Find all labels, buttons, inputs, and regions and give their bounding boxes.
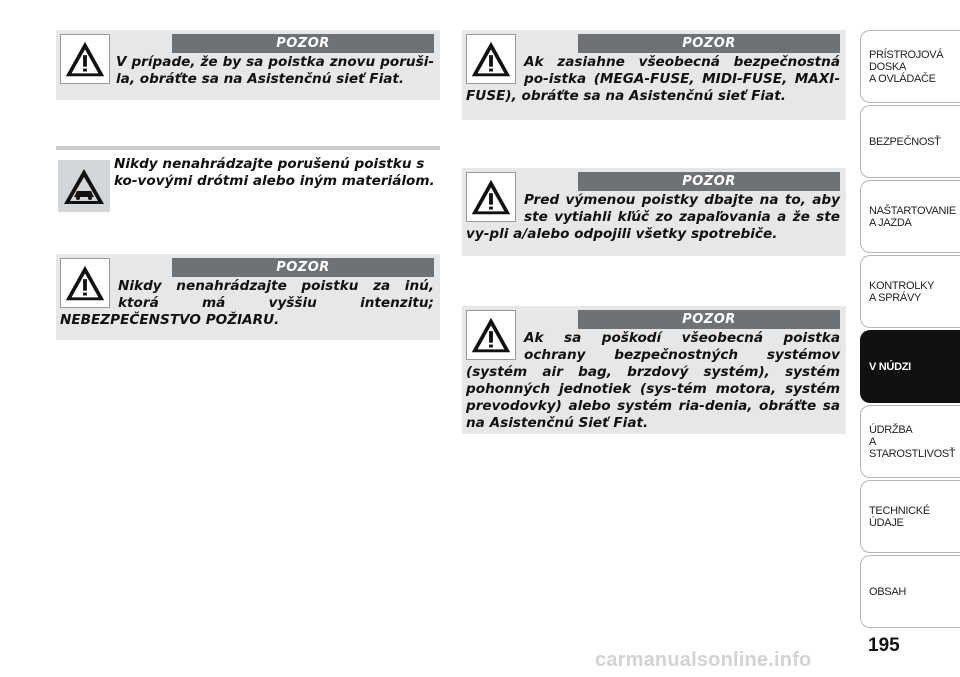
tab-label: OBSAH	[869, 585, 907, 598]
warning-header: POZOR	[578, 34, 840, 53]
warning-text-wrap	[60, 278, 434, 329]
warning-box-4	[462, 168, 846, 256]
warning-text: Ak zasiahne všeobecná bezpečnostná po-istka (MEGA-FUSE, MIDI-FUSE, MAXI-FUSE), obráťte sa na Asistenčnú sieť Fiat.	[466, 54, 840, 104]
page-number: 195	[868, 635, 900, 656]
warning-header: POZOR	[172, 258, 434, 277]
icon-indent	[466, 54, 524, 88]
tab-label: BEZPEČNOSŤ	[869, 135, 941, 148]
warning-header: POZOR	[578, 172, 840, 191]
tab-pristrojova-doska[interactable]	[860, 30, 960, 103]
note-text: Nikdy nenahrádzajte porušenú poistku s ko-vovými drótmi alebo iným materiálom.	[114, 156, 435, 189]
tab-udrzba[interactable]	[860, 405, 960, 478]
tab-label: ÚDRŽBA A STAROSTLIVOSŤ	[869, 423, 956, 460]
warning-box-2	[56, 254, 440, 340]
warning-text: Nikdy nenahrádzajte poistku za inú, ktorá má vyššiu intenzitu; NEBEZPEČENSTVO POŽIARU.	[60, 278, 434, 328]
warning-text: Ak sa poškodí všeobecná poistka ochrany bezpečnostných systémov (systém air bag, brzdový systém), systém pohonných jednotiek (sys-tém motora, systém prevodovky) alebo systém ria-denia, obráťte sa na Asistenčnú Sieť Fiat.	[466, 330, 840, 431]
tab-bezpecnost[interactable]	[860, 105, 960, 178]
warning-box-5	[462, 306, 846, 434]
warning-box-3	[462, 30, 846, 120]
icon-indent	[60, 278, 118, 312]
tab-obsah[interactable]	[860, 555, 960, 628]
tab-label: NAŠTARTOVANIE A JAZDA	[869, 204, 956, 229]
tab-label: KONTROLKY A SPRÁVY	[869, 279, 935, 304]
warning-text-wrap	[466, 330, 840, 432]
warning-text: Pred výmenou poistky dbajte na to, aby ste vytiahli kľúč zo zapaľovania a že ste vy-pli a/alebo odpojili všetky spotrebiče.	[466, 192, 840, 242]
tab-nastartovanie[interactable]	[860, 180, 960, 253]
tab-kontrolky[interactable]	[860, 255, 960, 328]
tab-v-nudzi[interactable]	[860, 330, 960, 403]
car-caution-icon	[58, 160, 110, 212]
warning-text-wrap	[466, 192, 840, 243]
note-box	[56, 146, 440, 208]
warning-triangle-icon	[60, 34, 110, 84]
icon-indent	[466, 192, 524, 226]
warning-text-wrap	[466, 54, 840, 105]
note-divider	[56, 146, 440, 150]
warning-header: POZOR	[578, 310, 840, 329]
chapter-sidebar	[860, 0, 960, 677]
tab-label: TECHNICKÉ ÚDAJE	[869, 504, 930, 529]
watermark: carmanualsonline.info	[595, 649, 812, 671]
warning-text: V prípade, že by sa poistka znovu poruši-la, obráťte sa na Asistenčnú sieť Fiat.	[116, 54, 434, 87]
icon-indent	[466, 330, 524, 364]
warning-box-1	[56, 30, 440, 100]
tab-label: V NÚDZI	[869, 360, 911, 373]
tab-technicke-udaje[interactable]	[860, 480, 960, 553]
tab-label: PRÍSTROJOVÁ DOSKA A OVLÁDAČE	[869, 48, 944, 85]
warning-header: POZOR	[172, 34, 434, 53]
